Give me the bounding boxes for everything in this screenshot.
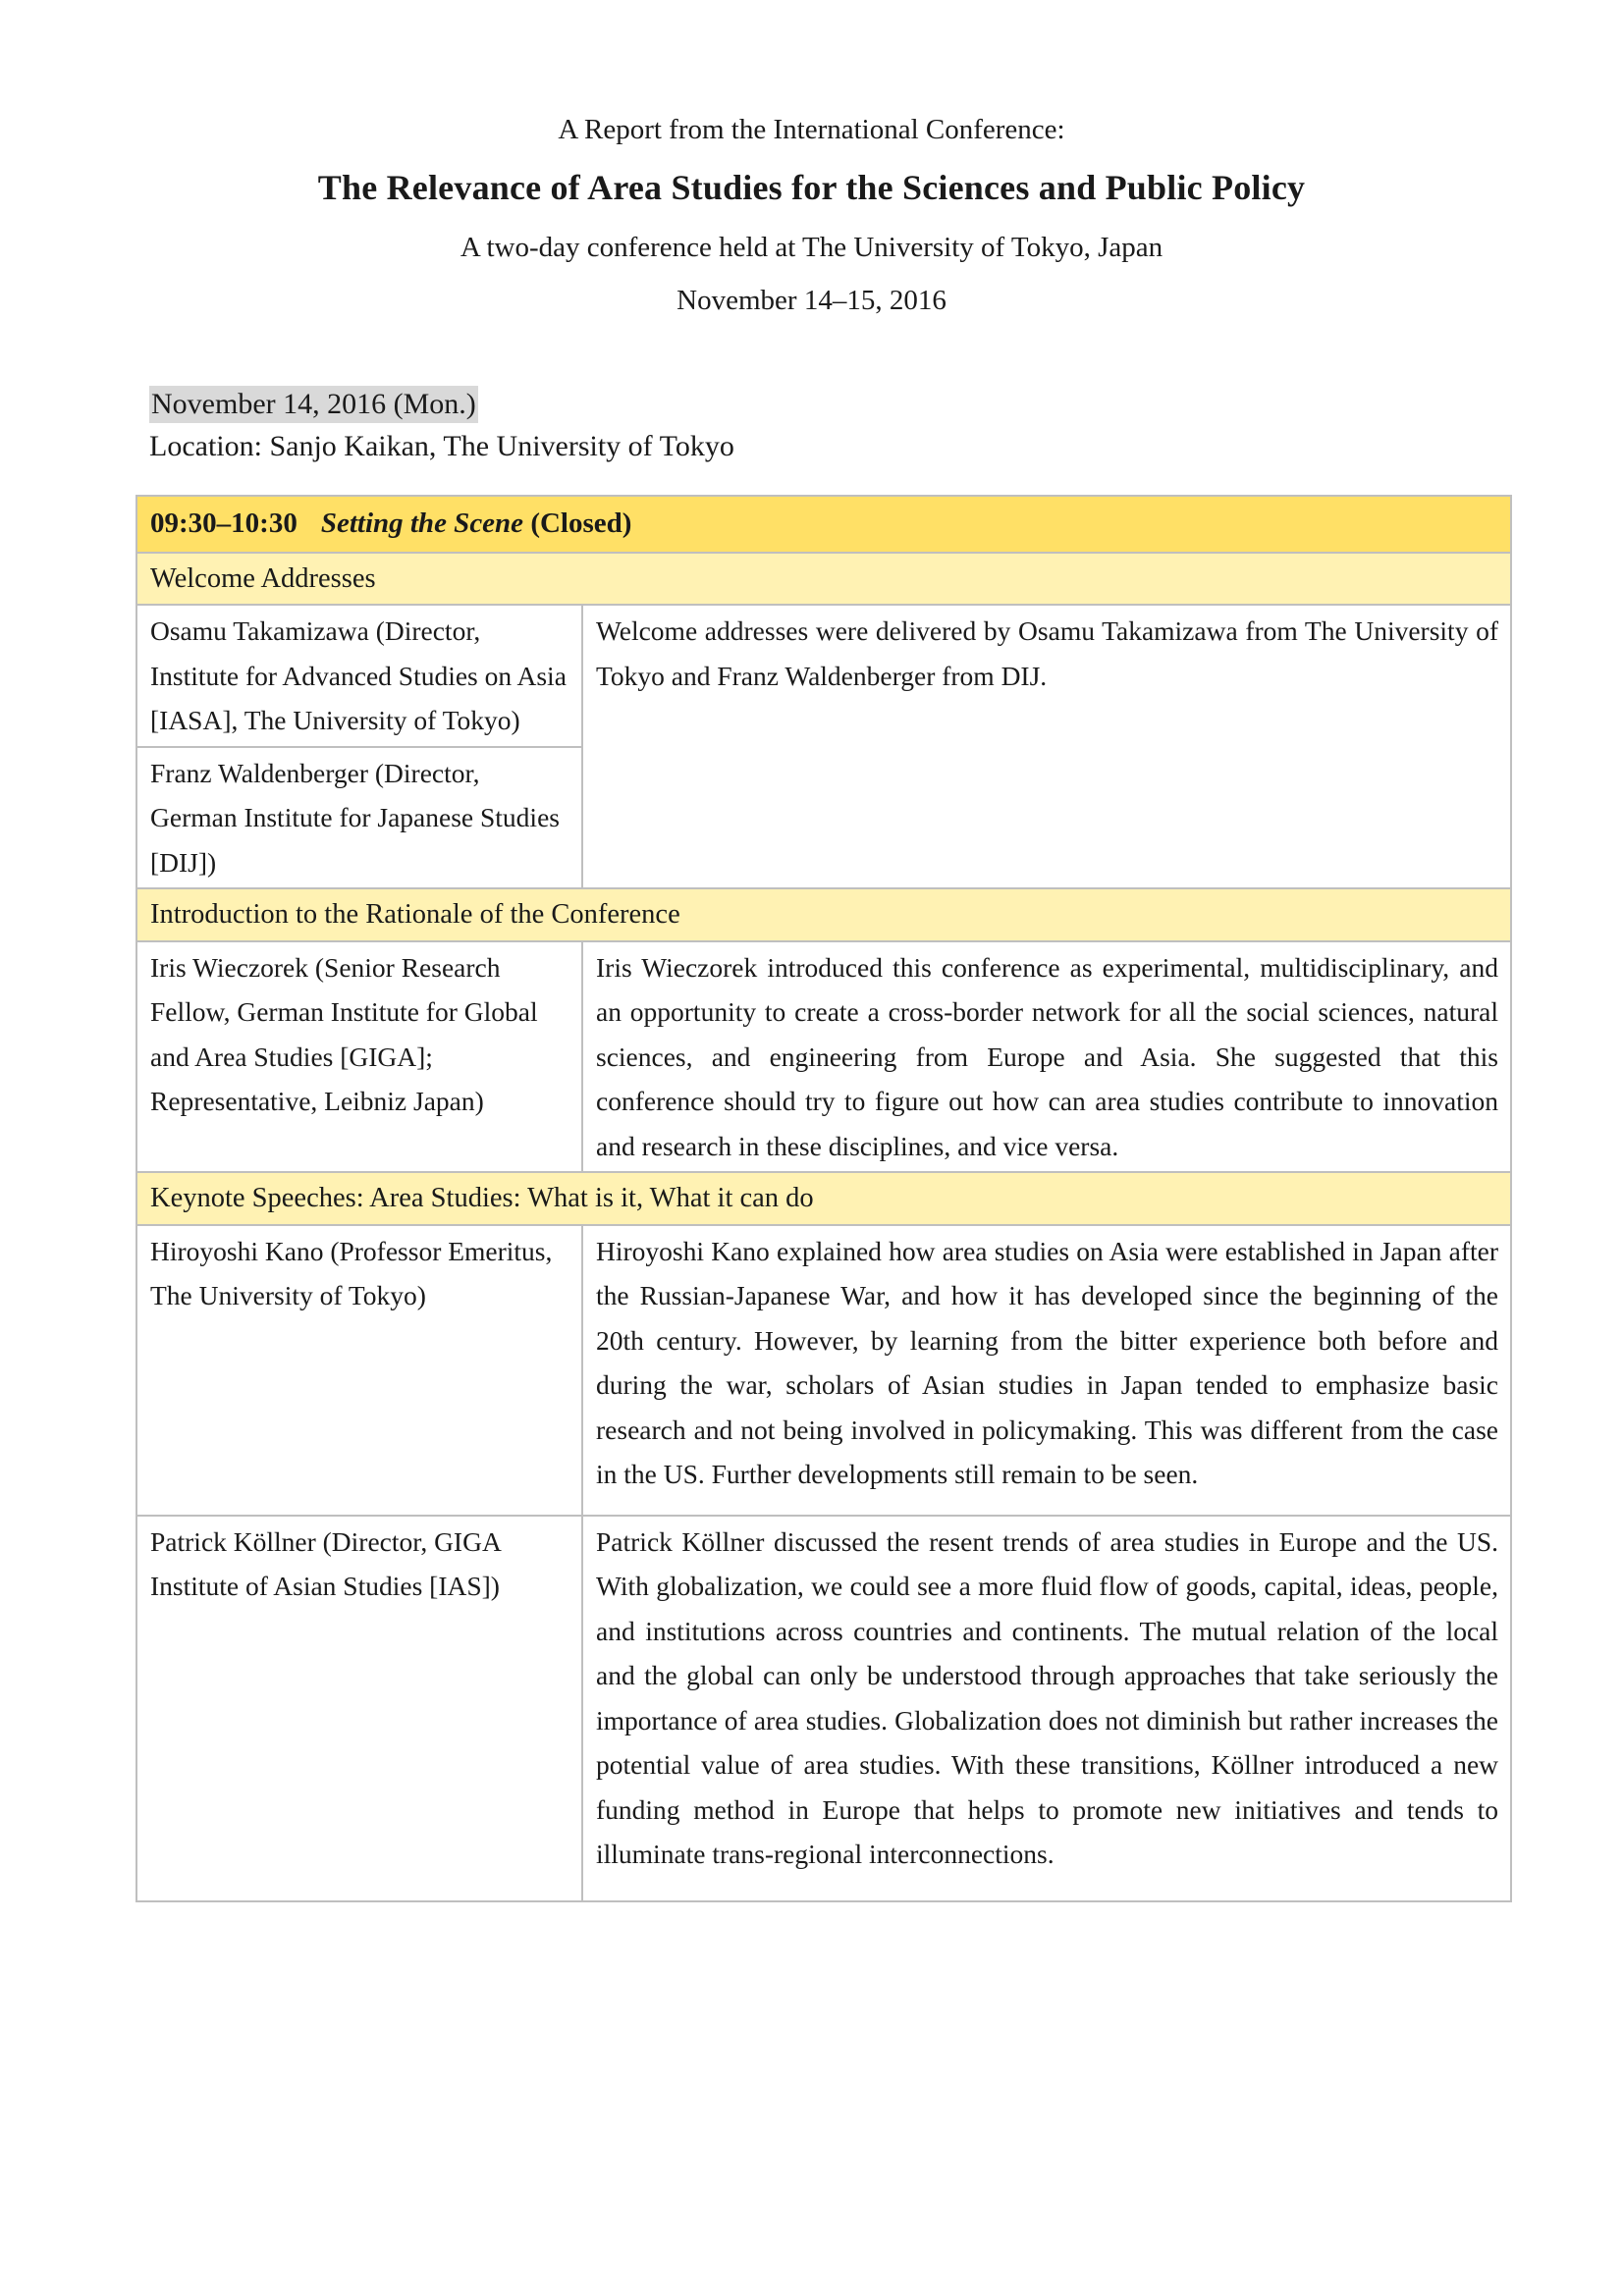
day-date: November 14, 2016 (Mon.) bbox=[149, 386, 478, 423]
report-subtitle: A two-day conference held at The University of Tokyo, Japan bbox=[460, 232, 1163, 263]
speaker-cell: Patrick Köllner (Director, GIGA Institute of Asian Studies [IAS]) bbox=[136, 1516, 582, 1901]
section-heading-row bbox=[136, 1172, 1511, 1225]
speaker-row bbox=[136, 1225, 1511, 1516]
summary-cell: Patrick Köllner discussed the resent trends of area studies in Europe and the US. With globalization, we could see a more fluid flow of goods, capital, ideas, people, and institutions across countries and continents. The mutual relation of the local and the global can only be understood through approaches that take seriously the importance of area studies. Globalization does not diminish but rather increases the potential value of area studies. With these transitions, Köllner introduced a new funding method in Europe that helps to promote new initiatives and tends to illuminate trans-regional interconnections. bbox=[582, 1516, 1511, 1901]
section-heading-row bbox=[136, 888, 1511, 941]
summary-cell: Hiroyoshi Kano explained how area studies on Asia were established in Japan after the Russian-Japanese War, and how it has developed since the beginning of the 20th century. However, by learning from the bitter experience both before and during the war, scholars of Asian studies in Japan tended to emphasize basic research and not being involved in policymaking. This was different from the case in the US. Further developments still remain to be seen. bbox=[582, 1225, 1511, 1516]
session-note: (Closed) bbox=[530, 507, 632, 539]
session-time: 09:30–10:30 bbox=[150, 507, 298, 539]
speaker-cell: Franz Waldenberger (Director, German Institute for Japanese Studies [DIJ]) bbox=[136, 747, 582, 889]
section-heading-row bbox=[136, 553, 1511, 606]
section-heading-introduction: Introduction to the Rationale of the Conference bbox=[136, 888, 1511, 941]
speaker-row bbox=[136, 941, 1511, 1173]
summary-cell: Iris Wieczorek introduced this conference as experimental, multidisciplinary, and an opportunity to create a cross-border network for all the social sciences, natural sciences, and engineering from Europe and Asia. She suggested that this conference should try to figure out how can area studies contribute to innovation and research in these disciplines, and vice versa. bbox=[582, 941, 1511, 1173]
section-heading-welcome: Welcome Addresses bbox=[136, 553, 1511, 606]
conference-dates: November 14–15, 2016 bbox=[676, 285, 947, 316]
report-title: The Relevance of Area Studies for the Sciences and Public Policy bbox=[317, 168, 1306, 207]
speaker-cell: Hiroyoshi Kano (Professor Emeritus, The University of Tokyo) bbox=[136, 1225, 582, 1516]
session-title: Setting the Scene bbox=[320, 507, 524, 539]
day-location: Location: Sanjo Kaikan, The University of Tokyo bbox=[149, 430, 734, 462]
speaker-cell: Osamu Takamizawa (Director, Institute for Advanced Studies on Asia [IASA], The University of Tokyo) bbox=[136, 605, 582, 747]
speaker-row bbox=[136, 605, 1511, 747]
session-header-row bbox=[136, 496, 1511, 553]
report-pretitle: A Report from the International Conference: bbox=[558, 114, 1065, 145]
session-header bbox=[136, 496, 1511, 553]
speaker-cell: Iris Wieczorek (Senior Research Fellow, German Institute for Global and Area Studies [GIGA]; Representative, Leibniz Japan) bbox=[136, 941, 582, 1173]
section-heading-keynote: Keynote Speeches: Area Studies: What is it, What it can do bbox=[136, 1172, 1511, 1225]
speaker-row bbox=[136, 1516, 1511, 1901]
summary-cell: Welcome addresses were delivered by Osamu Takamizawa from The University of Tokyo and Franz Waldenberger from DIJ. bbox=[582, 605, 1511, 888]
program-table bbox=[135, 495, 1512, 1902]
